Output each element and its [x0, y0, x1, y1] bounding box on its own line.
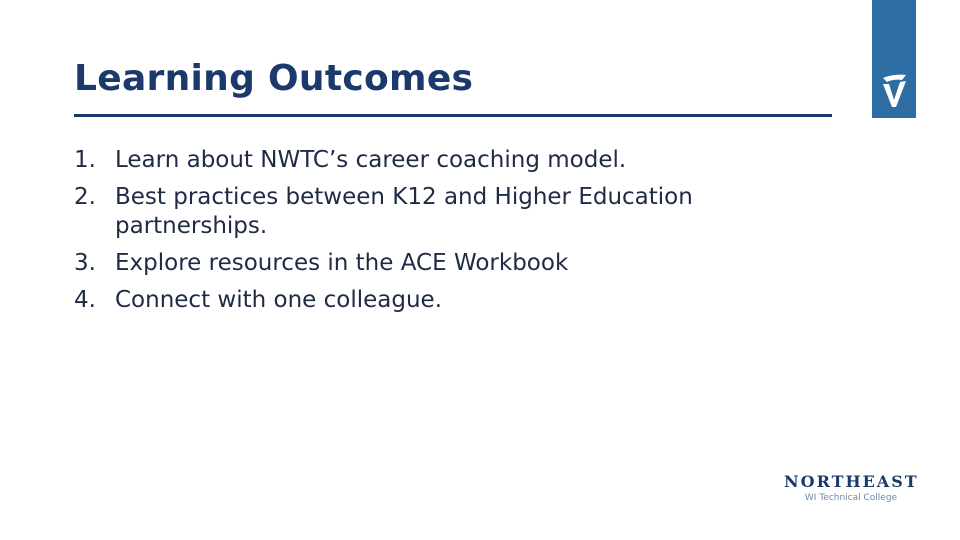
list-item-number: 2.: [74, 184, 96, 210]
slide-title: Learning Outcomes: [74, 58, 474, 99]
list-item-text: Connect with one colleague.: [115, 287, 443, 313]
list-item-text: Best practices between K12 and Higher Education partnerships.: [115, 184, 693, 239]
college-logo: [784, 472, 918, 504]
list-item-text: Explore resources in the ACE Workbook: [115, 250, 569, 276]
brand-tab: [872, 0, 916, 118]
list-item-number: 1.: [74, 147, 96, 173]
list-item-number: 3.: [74, 250, 96, 276]
shield-icon: [879, 70, 909, 110]
list-item-text: Learn about NWTC’s career coaching model.: [115, 147, 627, 173]
title-divider: [74, 114, 832, 117]
list-item: [74, 183, 794, 241]
logo-wordmark: NORTHEAST: [784, 472, 919, 491]
logo-tagline: WI Technical College: [804, 493, 898, 503]
outcomes-list: [74, 146, 794, 323]
list-item-number: 4.: [74, 287, 96, 313]
list-item: [74, 286, 794, 315]
list-item: [74, 249, 794, 278]
list-item: [74, 146, 794, 175]
